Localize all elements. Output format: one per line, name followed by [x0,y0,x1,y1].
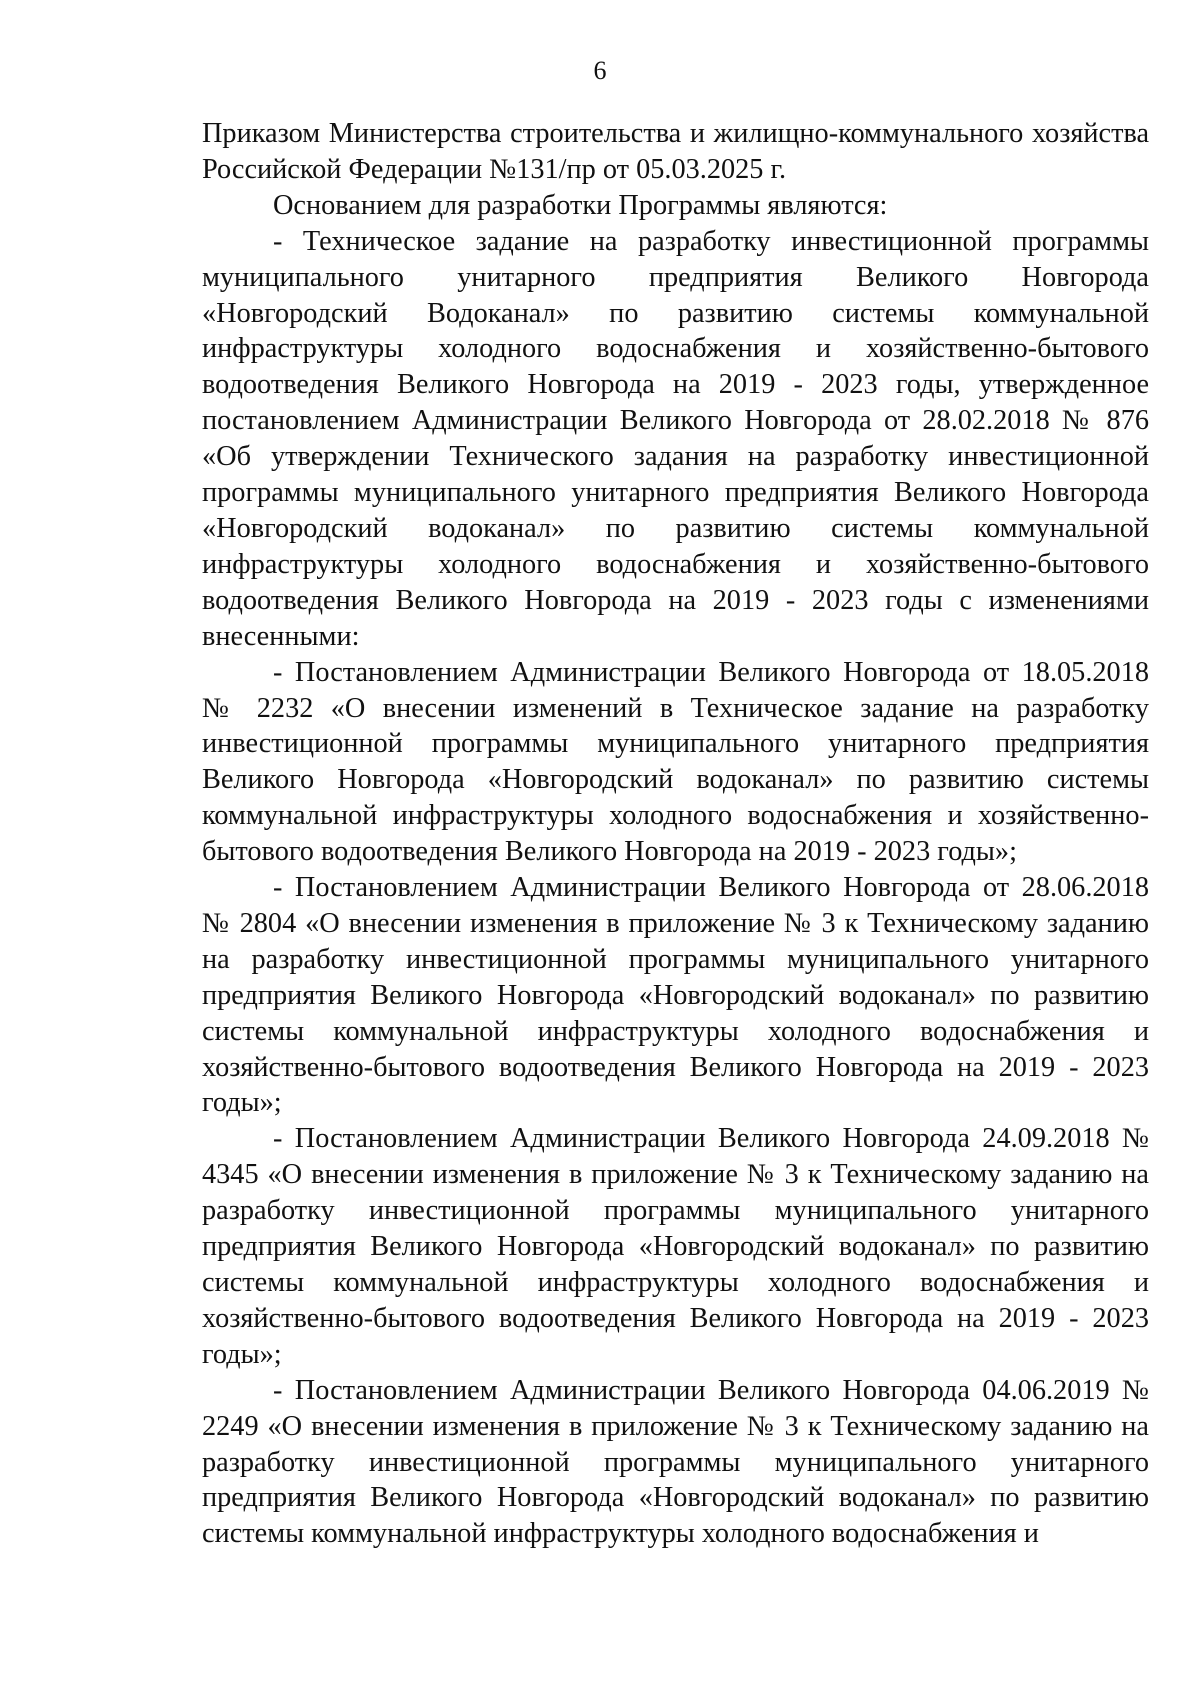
paragraph-technical-assignment: - Техническое задание на разработку инвестиционной программы муниципального унитарного предприятия Великого Новгорода «Новгородский Водоканал» по развитию системы коммунальной инфраструктуры холодного водоснабжения и хозяйственно-бытового водоотведения Великого Новгорода на 2019 - 2023 годы, утвержденное постановлением Администрации Великого Новгорода от 28.02.2018 № 876 «Об утверждении Технического задания на разработку инвестиционной программы муниципального унитарного предприятия Великого Новгорода «Новгородский водоканал» по развитию системы коммунальной инфраструктуры холодного водоснабжения и хозяйственно-бытового водоотведения Великого Новгорода на 2019 - 2023 годы с изменениями внесенными: [202,225,1149,652]
paragraph-order-reference: Приказом Министерства строительства и жилищно-коммунального хозяйства Российской Федерации №131/пр от 05.03.2025 г. [202,118,1149,185]
page-number: 6 [593,56,607,85]
paragraph-resolution-2804: - Постановлением Администрации Великого Новгорода от 28.06.2018 № 2804 «О внесении изменения в приложение № 3 к Техническому заданию на разработку инвестиционной программы муниципального унитарного предприятия Великого Новгорода «Новгородский водоканал» по развитию системы коммунальной инфраструктуры холодного водоснабжения и хозяйственно-бытового водоотведения Великого Новгорода на 2019 - 2023 годы»; [202,872,1149,1119]
paragraph-resolution-2232: - Постановлением Администрации Великого Новгорода от 18.05.2018 № 2232 «О внесении изменений в Техническое задание на разработку инвестиционной программы муниципального унитарного предприятия Великого Новгорода «Новгородский водоканал» по развитию системы коммунальной инфраструктуры холодного водоснабжения и хозяйственно-бытового водоотведения Великого Новгорода на 2019 - 2023 годы»; [202,656,1149,868]
paragraph-resolution-2249: - Постановлением Администрации Великого Новгорода 04.06.2019 № 2249 «О внесении изменения в приложение № 3 к Техническому заданию на разработку инвестиционной программы муниципального унитарного предприятия Великого Новгорода «Новгородский водоканал» по развитию системы коммунальной инфраструктуры холодного водоснабжения и [202,1374,1149,1550]
paragraph-resolution-4345: - Постановлением Администрации Великого Новгорода 24.09.2018 № 4345 «О внесении изменения в приложение № 3 к Техническому заданию на разработку инвестиционной программы муниципального унитарного предприятия Великого Новгорода «Новгородский водоканал» по развитию системы коммунальной инфраструктуры холодного водоснабжения и хозяйственно-бытового водоотведения Великого Новгорода на 2019 - 2023 годы»; [202,1123,1149,1370]
paragraph-grounds-heading: Основанием для разработки Программы являются: [273,189,888,221]
document-body [202,116,1149,1552]
